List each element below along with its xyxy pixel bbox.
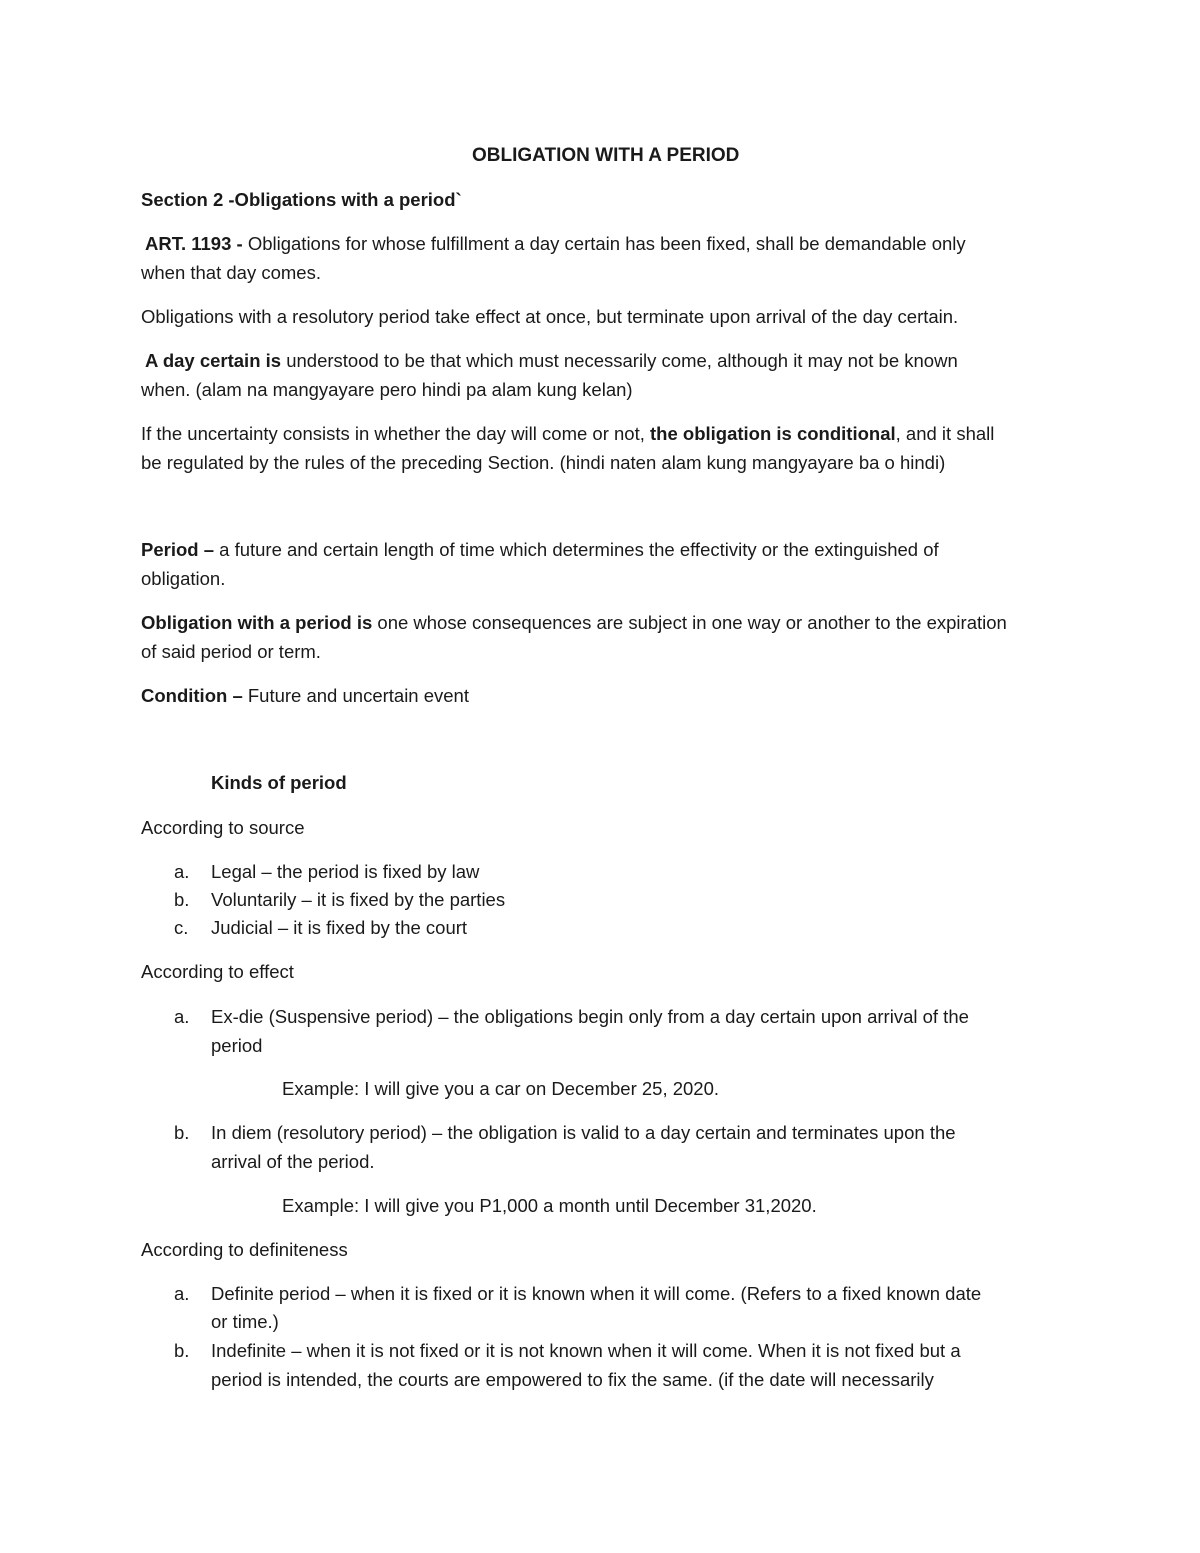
resolutory-paragraph: Obligations with a resolutory period take effect at once, but terminate upon arrival of the day certain. <box>141 306 959 327</box>
list-marker: a. <box>174 861 190 882</box>
owp-label: Obligation with a period is <box>141 612 373 633</box>
art-1193-line-2: when that day comes. <box>141 262 321 283</box>
conditional-bold: the obligation is conditional <box>650 423 896 444</box>
condition-definition: Condition – Future and uncertain event <box>141 685 469 706</box>
list-item: Judicial – it is fixed by the court <box>211 917 468 938</box>
effect-a-line-2: period <box>211 1035 263 1056</box>
def-b-line-1: Indefinite – when it is not fixed or it is not known when it will come. When it is not fixed but a <box>211 1340 961 1361</box>
period-definition-line-2: obligation. <box>141 568 226 589</box>
owp-definition-line-1: Obligation with a period is one whose consequences are subject in one way or another to the expiration <box>141 612 1007 633</box>
list-marker: c. <box>174 917 189 938</box>
day-certain-line-2: when. (alam na mangyayare pero hindi pa alam kung kelan) <box>141 379 633 400</box>
period-label: Period – <box>141 539 214 560</box>
uncertainty-line-1: If the uncertainty consists in whether the day will come or not, the obligation is conditional, and it shall <box>141 423 995 444</box>
condition-label: Condition – <box>141 685 243 706</box>
list-marker: b. <box>174 1122 190 1143</box>
list-item: Legal – the period is fixed by law <box>211 861 480 882</box>
definiteness-heading: According to definiteness <box>141 1239 348 1260</box>
effect-b-line-1: In diem (resolutory period) – the obligation is valid to a day certain and terminates upon the <box>211 1122 956 1143</box>
list-marker: a. <box>174 1283 190 1304</box>
source-heading: According to source <box>141 817 305 838</box>
period-definition-line-1: Period – a future and certain length of time which determines the effectivity or the extinguished of <box>141 539 939 560</box>
effect-a-line-1: Ex-die (Suspensive period) – the obligations begin only from a day certain upon arrival of the <box>211 1006 969 1027</box>
owp-definition-line-2: of said period or term. <box>141 641 321 662</box>
def-b-line-2: period is intended, the courts are empowered to fix the same. (if the date will necessarily <box>211 1369 934 1390</box>
section-heading: Section 2 -Obligations with a period` <box>141 189 462 210</box>
effect-b-line-2: arrival of the period. <box>211 1151 375 1172</box>
list-item: Voluntarily – it is fixed by the parties <box>211 889 506 910</box>
art-label: ART. 1193 - <box>145 233 243 254</box>
art-1193-line-1: ART. 1193 - Obligations for whose fulfillment a day certain has been fixed, shall be demandable only <box>145 233 966 254</box>
day-certain-label: A day certain is <box>145 350 282 371</box>
list-marker: b. <box>174 1340 190 1361</box>
effect-b-example: Example: I will give you P1,000 a month until December 31,2020. <box>282 1195 817 1216</box>
uncertainty-line-2: be regulated by the rules of the preceding Section. (hindi naten alam kung mangyayare ba o hindi) <box>141 452 946 473</box>
document-title: OBLIGATION WITH A PERIOD <box>472 145 740 166</box>
effect-heading: According to effect <box>141 961 294 982</box>
def-a-line-2: or time.) <box>211 1311 279 1332</box>
list-marker: b. <box>174 889 190 910</box>
def-a-line-1: Definite period – when it is fixed or it is known when it will come. (Refers to a fixed known date <box>211 1283 982 1304</box>
day-certain-line-1: A day certain is understood to be that which must necessarily come, although it may not be known <box>145 350 958 371</box>
kinds-heading: Kinds of period <box>211 772 347 793</box>
effect-a-example: Example: I will give you a car on December 25, 2020. <box>282 1078 720 1099</box>
list-marker: a. <box>174 1006 190 1027</box>
